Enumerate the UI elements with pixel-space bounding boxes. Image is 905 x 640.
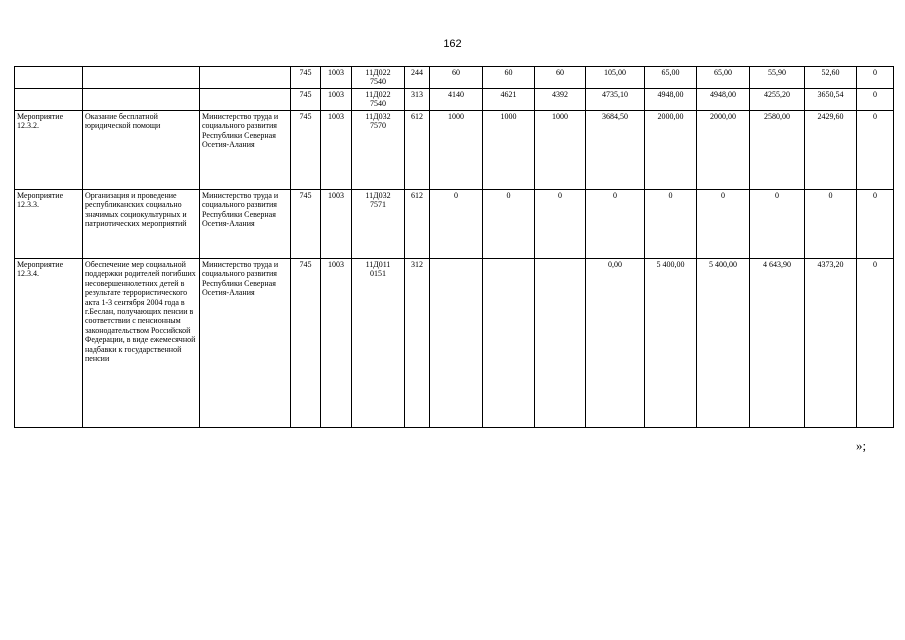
cell-event-number (15, 67, 83, 89)
cell-grbs-code: 745 (291, 111, 321, 190)
cell-year-2018: 5 400,00 (645, 259, 697, 428)
cell-event-name: Организация и проведение республиканских социально значимых социокультурных и патриотических мероприятий (83, 190, 200, 259)
cell-year-2017: 0 (586, 190, 645, 259)
cell-year-2021: 52,60 (805, 67, 857, 89)
cell-year-2019: 0 (697, 190, 750, 259)
cell-year-2022: 0 (857, 67, 894, 89)
table-row (15, 259, 894, 428)
cell-executor: Министерство труда и социального развития Республики Северная Осетия-Алания (200, 259, 291, 428)
cell-year-2016 (535, 259, 586, 428)
cell-event-number: Мероприятие 12.3.3. (15, 190, 83, 259)
cell-year-2022: 0 (857, 190, 894, 259)
cell-target-article: 11Д022 7540 (352, 89, 405, 111)
cell-year-2019: 5 400,00 (697, 259, 750, 428)
cell-grbs-code: 745 (291, 89, 321, 111)
cell-target-article: 11Д022 7540 (352, 67, 405, 89)
cell-year-2022: 0 (857, 259, 894, 428)
cell-year-2022: 0 (857, 111, 894, 190)
cell-executor (200, 89, 291, 111)
table-row (15, 190, 894, 259)
table-body (15, 67, 894, 428)
cell-event-number: Мероприятие 12.3.2. (15, 111, 83, 190)
cell-year-2014: 4140 (430, 89, 483, 111)
table-row (15, 111, 894, 190)
cell-year-2014 (430, 259, 483, 428)
cell-year-2016: 60 (535, 67, 586, 89)
cell-year-2014: 1000 (430, 111, 483, 190)
cell-grbs-code: 745 (291, 190, 321, 259)
cell-grbs-code: 745 (291, 259, 321, 428)
cell-year-2017: 4735,10 (586, 89, 645, 111)
cell-target-article: 11Д032 7571 (352, 190, 405, 259)
cell-event-number: Мероприятие 12.3.4. (15, 259, 83, 428)
cell-section-code: 1003 (321, 89, 352, 111)
cell-year-2019: 4948,00 (697, 89, 750, 111)
cell-expense-type: 244 (405, 67, 430, 89)
cell-year-2020: 2580,00 (750, 111, 805, 190)
cell-year-2021: 2429,60 (805, 111, 857, 190)
table-row (15, 67, 894, 89)
cell-year-2015: 0 (483, 190, 535, 259)
cell-year-2020: 0 (750, 190, 805, 259)
cell-year-2020: 4255,20 (750, 89, 805, 111)
cell-year-2021: 0 (805, 190, 857, 259)
cell-year-2016: 4392 (535, 89, 586, 111)
cell-year-2020: 4 643,90 (750, 259, 805, 428)
cell-year-2019: 2000,00 (697, 111, 750, 190)
closing-mark: »; (856, 438, 867, 453)
cell-event-name (83, 89, 200, 111)
page-number: 162 (443, 38, 462, 50)
budget-table (14, 66, 894, 428)
cell-executor: Министерство труда и социального развития Республики Северная Осетия-Алания (200, 190, 291, 259)
cell-year-2021: 4373,20 (805, 259, 857, 428)
cell-grbs-code: 745 (291, 67, 321, 89)
cell-event-name: Обеспечение мер социальной поддержки родителей погибших несовершеннолетних детей в результате террористического акта 1-3 сентября 2004 года в г.Беслан, получающих пенсии в соответствии с пенсионным законодательством Российской Федерации, в виде ежемесячной надбавки к государственной пенсии (83, 259, 200, 428)
cell-year-2016: 1000 (535, 111, 586, 190)
cell-event-name: Оказание бесплатной юридической помощи (83, 111, 200, 190)
cell-expense-type: 312 (405, 259, 430, 428)
cell-year-2016: 0 (535, 190, 586, 259)
cell-year-2022: 0 (857, 89, 894, 111)
cell-event-number (15, 89, 83, 111)
cell-section-code: 1003 (321, 67, 352, 89)
cell-target-article: 11Д011 0151 (352, 259, 405, 428)
cell-executor: Министерство труда и социального развития Республики Северная Осетия-Алания (200, 111, 291, 190)
cell-year-2020: 55,90 (750, 67, 805, 89)
cell-year-2018: 2000,00 (645, 111, 697, 190)
table-row (15, 89, 894, 111)
cell-year-2017: 0,00 (586, 259, 645, 428)
cell-expense-type: 612 (405, 190, 430, 259)
cell-year-2015: 1000 (483, 111, 535, 190)
cell-section-code: 1003 (321, 259, 352, 428)
cell-year-2015: 60 (483, 67, 535, 89)
cell-year-2015 (483, 259, 535, 428)
cell-year-2021: 3650,54 (805, 89, 857, 111)
cell-year-2015: 4621 (483, 89, 535, 111)
cell-year-2019: 65,00 (697, 67, 750, 89)
cell-year-2014: 0 (430, 190, 483, 259)
cell-expense-type: 313 (405, 89, 430, 111)
cell-event-name (83, 67, 200, 89)
cell-executor (200, 67, 291, 89)
cell-section-code: 1003 (321, 190, 352, 259)
cell-year-2017: 105,00 (586, 67, 645, 89)
cell-section-code: 1003 (321, 111, 352, 190)
cell-year-2017: 3684,50 (586, 111, 645, 190)
cell-year-2018: 0 (645, 190, 697, 259)
cell-expense-type: 612 (405, 111, 430, 190)
cell-target-article: 11Д032 7570 (352, 111, 405, 190)
cell-year-2018: 4948,00 (645, 89, 697, 111)
cell-year-2018: 65,00 (645, 67, 697, 89)
cell-year-2014: 60 (430, 67, 483, 89)
